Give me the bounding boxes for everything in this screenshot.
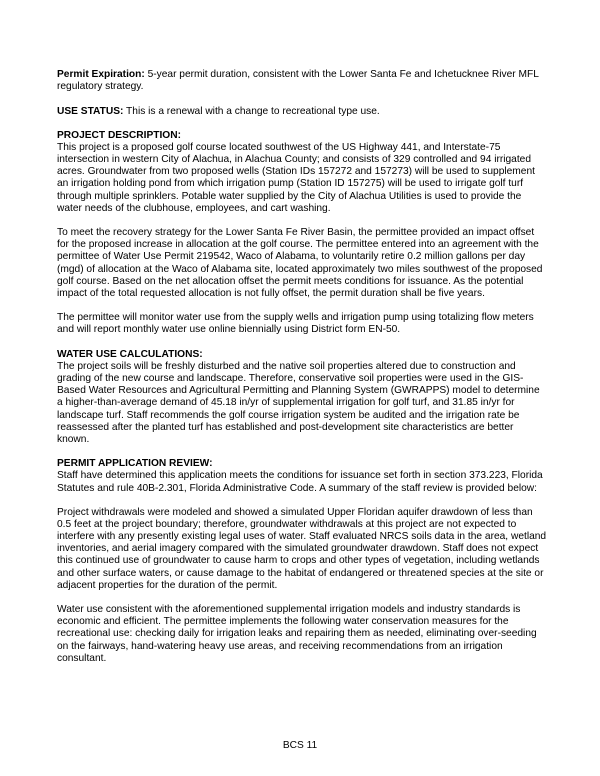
project-description-paragraph-2: To meet the recovery strategy for the Lower Santa Fe River Basin, the permittee provided an impact offset for the proposed increase in allocation at the golf course. The permittee entered into an agreement with the permittee of Water Use Permit 219542, Waco of Alabama, to voluntarily retire 0.2 million gallons per day (mgd) of allocation at the Waco of Alabama site, located approximately two miles southwest of the proposed golf course. Based on the net allocation offset the permit meets conditions for issuance. As the potential impact of the total requested allocation is not fully offset, the permit duration shall be five years.	[57, 227, 543, 299]
water-use-calculations-section	[57, 349, 547, 446]
use-status-text: This is a renewal with a change to recreational type use.	[123, 105, 380, 117]
document-body	[57, 69, 547, 665]
permit-application-review-paragraph-1: Staff have determined this application meets the conditions for issuance set forth in section 373.223, Florida Statutes and rule 40B-2.301, Florida Administrative Code. A summary of the staff review is provided below:	[57, 470, 543, 494]
page-footer	[0, 740, 600, 752]
project-description-paragraph-1: This project is a proposed golf course located southwest of the US Highway 441, and Interstate-75 intersection in western City of Alachua, in Alachua County; and consists of 329 controlled and 94 irrigated acres. Groundwater from two proposed wells (Station IDs 157272 and 157273) will be used to supplement an irrigation holding pond from which irrigation pump (Station ID 157275) will be used to irrigate golf turf through multiple sprinklers. Potable water supplied by the City of Alachua Utilities is used to provide the water needs of the clubhouse, employees, and cart washing.	[57, 142, 535, 214]
permit-expiration-label: Permit Expiration:	[57, 69, 145, 80]
project-description-section	[57, 130, 547, 337]
permit-expiration-text: 5-year permit duration, consistent with the Lower Santa Fe and Ichetucknee River MFL regulatory strategy.	[57, 69, 539, 93]
permit-application-review-paragraph-3: Water use consistent with the aforementioned supplemental irrigation models and industry standards is economic and efficient. The permittee implements the following water conservation measures for the recreational use: checking daily for irrigation leaks and repairing them as needed, eliminating over-seeding on the fairways, hand-watering heavy use areas, and receiving recommendations from an irrigation consultant.	[57, 604, 537, 664]
project-description-heading: PROJECT DESCRIPTION:	[57, 129, 181, 141]
permit-application-review-heading: PERMIT APPLICATION REVIEW:	[57, 458, 213, 470]
permit-application-review-paragraph-2: Project withdrawals were modeled and showed a simulated Upper Floridan aquifer drawdown of less than 0.5 feet at the project boundary; therefore, groundwater withdrawals at this project are not expected to interfere with any presently existing legal uses of water. Staff evaluated NRCS soils data in the area, wetland inventories, and aerial imagery compared with the simulated groundwater drawdown. Staff does not expect this continued use of groundwater to cause harm to crops and other types of vegetation, including wetlands and other surface waters, or cause damage to the habitat of endangered or threatened species at the site or adjacent properties for the duration of the permit.	[57, 506, 547, 591]
water-use-calculations-paragraph: The project soils will be freshly disturbed and the native soil properties altered due to construction and grading of the new course and landscape. Therefore, conservative soil properties were used in the GIS-Based Water Resources and Agricultural Permitting and Planning System (GWRAPPS) model to determine a higher-than-average demand of 45.18 in/yr of supplemental irrigation for golf turf, and 31.85 in/yr for landscape turf. Staff recommends the golf course irrigation system be audited and the irrigation rate be reassessed after the planted turf has established and post-development site characteristics are better known.	[57, 360, 540, 445]
water-use-calculations-heading: WATER USE CALCULATIONS:	[57, 348, 203, 360]
permit-expiration-paragraph	[57, 69, 547, 93]
project-description-paragraph-3: The permittee will monitor water use from the supply wells and irrigation pump using totalizing flow meters and will report monthly water use online biennially using District form EN-50.	[57, 312, 534, 336]
use-status-label: USE STATUS:	[57, 105, 124, 117]
page-number-label: BCS 11	[282, 740, 318, 751]
use-status-paragraph	[57, 106, 547, 118]
permit-application-review-section	[57, 458, 547, 665]
